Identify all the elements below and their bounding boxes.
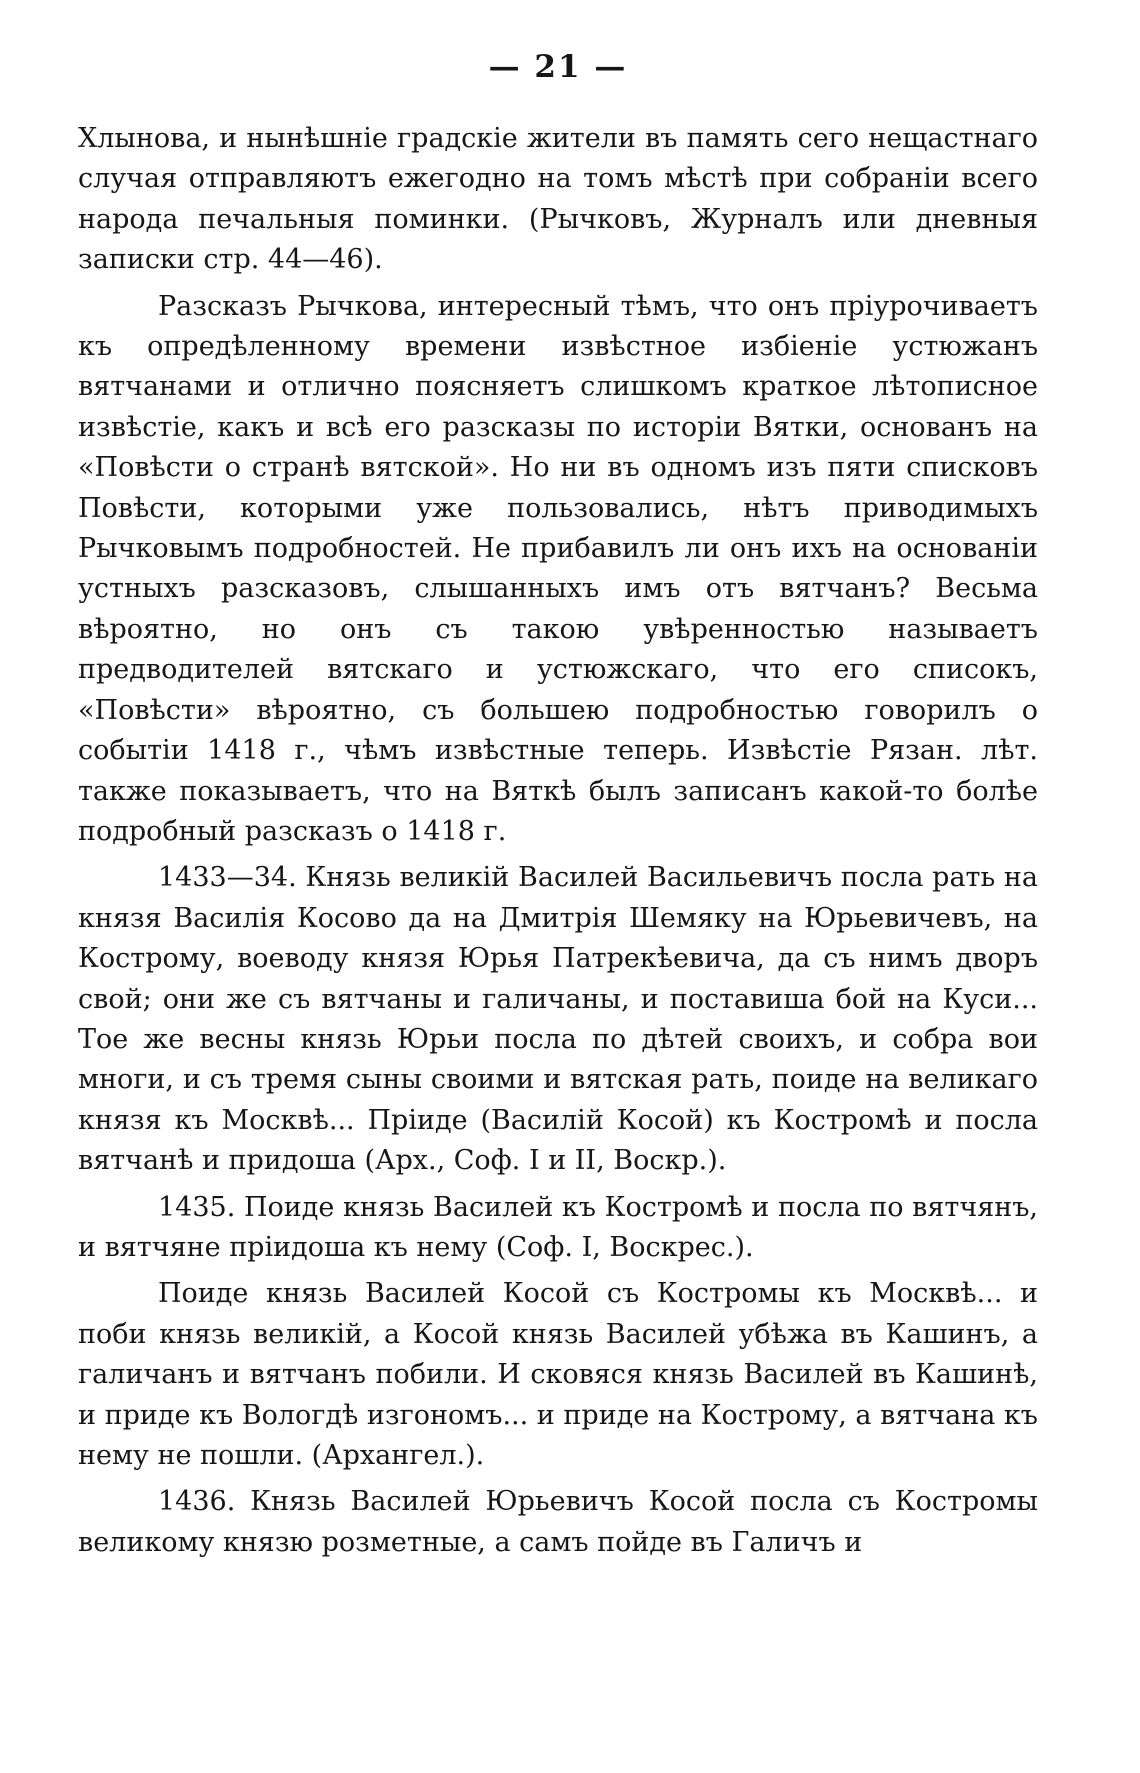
paragraph-6: 1436. Князь Василей Юрьевичъ Косой посла съ Костромы великому князю розметные, а самъ пойде въ Галичъ и — [78, 1486, 1038, 1558]
paragraph-1: Хлынова, и нынѣшніе градскіе жители въ память сего нещастнаго случая отправляютъ ежегодно на томъ мѣстѣ при собраніи всего народа печальныя поминки. (Рычковъ, Журналъ или дневныя записки стр. 44—46). — [78, 123, 1038, 276]
page-number: — 21 — — [488, 49, 628, 85]
paragraph-5: Поиде князь Василей Косой съ Костромы къ Москвѣ... и поби князь великій, а Косой князь Василей убѣжа въ Кашинъ, а галичанъ и вятчанъ побили. И сковяся князь Василей въ Кашинѣ, и приде къ Вологдѣ изгономъ... и приде на Кострому, а вятчана къ нему не пошли. (Архангел.). — [78, 1278, 1038, 1471]
book-page — [78, 49, 1038, 1752]
paragraph-3: 1433—34. Князь великій Василей Васильевичъ посла рать на князя Василія Косово да на Дмитрія Шемяку на Юрьевичевъ, на Кострому, воеводу князя Юрья Патрекѣевича, да съ нимъ дворъ свой; они же съ вятчаны и галичаны, и поставиша бой на Куси... Тое же весны князь Юрьи посла по дѣтей своихъ, и собра вои многи, и съ тремя сыны своими и вятская рать, поиде на великаго князя къ Москвѣ... Пріиде (Василій Косой) къ Костромѣ и посла вятчанѣ и придоша (Арх., Соф. I и II, Воскр.). — [78, 862, 1038, 1177]
paragraph-4: 1435. Поиде князь Василей къ Костромѣ и посла по вятчянъ, и вятчяне пріидоша къ нему (Соф. I, Воскрес.). — [78, 1191, 1038, 1263]
paragraph-2: Разсказъ Рычкова, интересный тѣмъ, что онъ пріурочиваетъ къ опредѣленному времени извѣстное избіеніе устюжанъ вятчанами и отлично поясняетъ слишкомъ краткое лѣтописное извѣстіе, какъ и всѣ его разсказы по исторіи Вятки, основанъ на «Повѣсти о странѣ вятской». Но ни въ одномъ изъ пяти списковъ Повѣсти, которыми уже пользовались, нѣтъ приводимыхъ Рычковымъ подробностей. Не прибавилъ ли онъ ихъ на основаніи устныхъ разсказовъ, слышанныхъ имъ отъ вятчанъ? Весьма вѣроятно, но онъ съ такою увѣренностью называетъ предводителей вятскаго и устюжскаго, что его списокъ, «Повѣсти» вѣроятно, съ большею подробностью говорилъ о событіи 1418 г., чѣмъ извѣстные теперь. Извѣстіе Рязан. лѣт. также показываетъ, что на Вяткѣ былъ записанъ какой-то болѣе подробный разсказъ о 1418 г. — [78, 290, 1038, 847]
body-text — [78, 119, 1038, 1563]
